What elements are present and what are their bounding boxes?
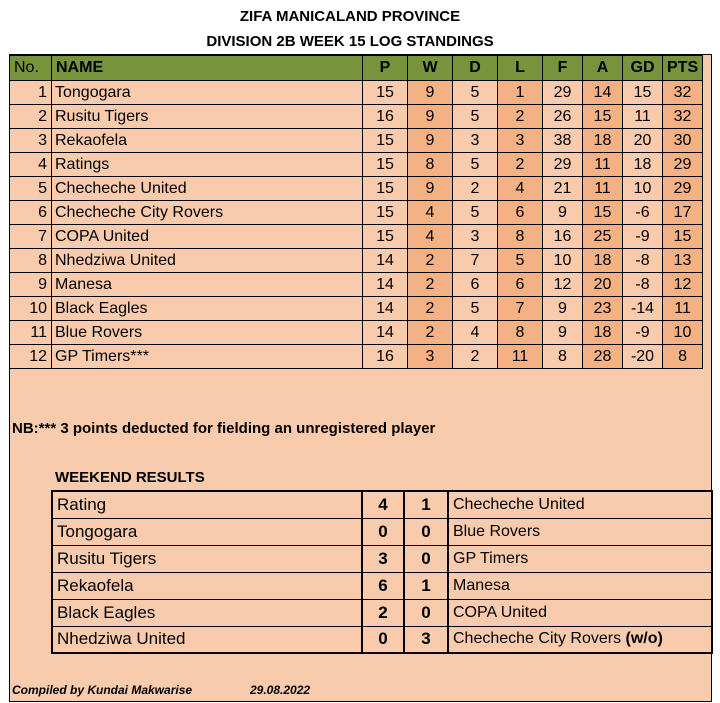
cell-goal-difference: -14 [623, 297, 663, 321]
home-team: Nhedziwa United [52, 626, 362, 653]
cell-lost: 6 [498, 273, 543, 297]
cell-points: 30 [663, 129, 703, 153]
cell-goal-difference: 20 [623, 129, 663, 153]
cell-name: Rusitu Tigers [52, 105, 363, 129]
cell-won: 9 [408, 129, 453, 153]
away-team: Checheche City Rovers [453, 630, 622, 648]
away-score: 1 [404, 491, 448, 518]
away-team-cell [448, 491, 712, 518]
cell-no: 6 [10, 201, 52, 225]
log-standings-table [9, 55, 703, 369]
cell-lost: 5 [498, 249, 543, 273]
cell-goal-difference: -9 [623, 225, 663, 249]
cell-points: 29 [663, 153, 703, 177]
cell-goal-difference: -8 [623, 273, 663, 297]
cell-points: 10 [663, 321, 703, 345]
cell-won: 2 [408, 273, 453, 297]
cell-for: 9 [543, 321, 583, 345]
cell-for: 16 [543, 225, 583, 249]
header-played: P [363, 56, 408, 81]
away-score: 0 [404, 518, 448, 545]
away-team-cell [448, 518, 712, 545]
cell-against: 18 [583, 249, 623, 273]
cell-won: 4 [408, 225, 453, 249]
cell-name: Checheche City Rovers [52, 201, 363, 225]
cell-points: 15 [663, 225, 703, 249]
cell-name: Blue Rovers [52, 321, 363, 345]
cell-points: 32 [663, 81, 703, 105]
cell-against: 20 [583, 273, 623, 297]
page-subtitle: DIVISION 2B WEEK 15 LOG STANDINGS [206, 33, 494, 50]
cell-won: 8 [408, 153, 453, 177]
cell-for: 29 [543, 153, 583, 177]
header-won: W [408, 56, 453, 81]
result-row [52, 599, 712, 626]
cell-played: 14 [363, 249, 408, 273]
away-team: Checheche United [453, 495, 585, 513]
cell-lost: 8 [498, 321, 543, 345]
cell-no: 9 [10, 273, 52, 297]
cell-lost: 2 [498, 105, 543, 129]
cell-name: Black Eagles [52, 297, 363, 321]
cell-played: 16 [363, 105, 408, 129]
home-score: 2 [362, 599, 404, 626]
cell-drawn: 6 [453, 273, 498, 297]
cell-for: 21 [543, 177, 583, 201]
header-for: F [543, 56, 583, 81]
table-row [10, 153, 703, 177]
cell-against: 23 [583, 297, 623, 321]
cell-points: 8 [663, 345, 703, 369]
header-drawn: D [453, 56, 498, 81]
away-team: COPA United [453, 603, 547, 621]
cell-points: 12 [663, 273, 703, 297]
cell-for: 9 [543, 297, 583, 321]
cell-lost: 3 [498, 129, 543, 153]
cell-played: 15 [363, 225, 408, 249]
cell-goal-difference: -6 [623, 201, 663, 225]
weekend-results-heading: WEEKEND RESULTS [55, 469, 205, 486]
cell-drawn: 5 [453, 297, 498, 321]
cell-drawn: 3 [453, 225, 498, 249]
header-points: PTS [663, 56, 703, 81]
cell-goal-difference: -20 [623, 345, 663, 369]
cell-drawn: 5 [453, 81, 498, 105]
cell-against: 15 [583, 201, 623, 225]
home-team: Rekaofela [52, 572, 362, 599]
away-team: Manesa [453, 576, 510, 594]
away-team-cell [448, 626, 712, 653]
table-row [10, 105, 703, 129]
cell-goal-difference: 11 [623, 105, 663, 129]
cell-name: Checheche United [52, 177, 363, 201]
cell-lost: 2 [498, 153, 543, 177]
away-score: 3 [404, 626, 448, 653]
cell-for: 12 [543, 273, 583, 297]
result-row [52, 518, 712, 545]
away-team-cell [448, 545, 712, 572]
away-team-cell [448, 572, 712, 599]
cell-drawn: 5 [453, 105, 498, 129]
weekend-results-table [51, 490, 713, 654]
result-row [52, 491, 712, 518]
away-team-cell [448, 599, 712, 626]
table-row [10, 321, 703, 345]
result-row [52, 545, 712, 572]
cell-played: 14 [363, 321, 408, 345]
table-row [10, 249, 703, 273]
home-score: 0 [362, 626, 404, 653]
cell-won: 9 [408, 81, 453, 105]
cell-no: 4 [10, 153, 52, 177]
home-team: Rusitu Tigers [52, 545, 362, 572]
cell-no: 12 [10, 345, 52, 369]
cell-points: 11 [663, 297, 703, 321]
cell-won: 9 [408, 177, 453, 201]
home-score: 6 [362, 572, 404, 599]
cell-against: 14 [583, 81, 623, 105]
away-team: Blue Rovers [453, 522, 541, 540]
home-team: Rating [52, 491, 362, 518]
cell-played: 15 [363, 201, 408, 225]
cell-name: Ratings [52, 153, 363, 177]
header-lost: L [498, 56, 543, 81]
header-name: NAME [52, 56, 363, 81]
cell-lost: 8 [498, 225, 543, 249]
cell-goal-difference: -9 [623, 321, 663, 345]
cell-drawn: 3 [453, 129, 498, 153]
cell-for: 8 [543, 345, 583, 369]
table-row [10, 81, 703, 105]
cell-name: Tongogara [52, 81, 363, 105]
away-team: GP Timers [453, 549, 529, 567]
cell-drawn: 4 [453, 321, 498, 345]
cell-played: 16 [363, 345, 408, 369]
cell-won: 2 [408, 249, 453, 273]
table-row [10, 129, 703, 153]
cell-drawn: 7 [453, 249, 498, 273]
cell-points: 17 [663, 201, 703, 225]
cell-won: 9 [408, 105, 453, 129]
cell-for: 9 [543, 201, 583, 225]
cell-no: 2 [10, 105, 52, 129]
cell-lost: 6 [498, 201, 543, 225]
cell-no: 1 [10, 81, 52, 105]
cell-name: COPA United [52, 225, 363, 249]
header-goal-difference: GD [623, 56, 663, 81]
cell-no: 5 [10, 177, 52, 201]
cell-for: 38 [543, 129, 583, 153]
points-deduction-note: NB:*** 3 points deducted for fielding an unregistered player [12, 420, 436, 437]
cell-against: 25 [583, 225, 623, 249]
result-row [52, 572, 712, 599]
cell-won: 2 [408, 321, 453, 345]
cell-goal-difference: -8 [623, 249, 663, 273]
away-score: 0 [404, 545, 448, 572]
home-score: 3 [362, 545, 404, 572]
cell-won: 2 [408, 297, 453, 321]
table-header-row [10, 56, 703, 81]
table-row [10, 201, 703, 225]
cell-for: 29 [543, 81, 583, 105]
cell-name: Manesa [52, 273, 363, 297]
cell-won: 4 [408, 201, 453, 225]
cell-for: 26 [543, 105, 583, 129]
cell-against: 28 [583, 345, 623, 369]
cell-no: 3 [10, 129, 52, 153]
cell-no: 8 [10, 249, 52, 273]
cell-played: 14 [363, 273, 408, 297]
cell-no: 7 [10, 225, 52, 249]
cell-played: 14 [363, 297, 408, 321]
cell-goal-difference: 15 [623, 81, 663, 105]
home-score: 4 [362, 491, 404, 518]
cell-against: 18 [583, 321, 623, 345]
home-team: Black Eagles [52, 599, 362, 626]
cell-drawn: 2 [453, 177, 498, 201]
cell-points: 13 [663, 249, 703, 273]
cell-against: 11 [583, 177, 623, 201]
cell-against: 11 [583, 153, 623, 177]
cell-played: 15 [363, 129, 408, 153]
cell-lost: 1 [498, 81, 543, 105]
table-row [10, 273, 703, 297]
cell-goal-difference: 10 [623, 177, 663, 201]
result-row [52, 626, 712, 653]
table-row [10, 345, 703, 369]
header-no: No. [10, 56, 52, 81]
compiled-date: 29.08.2022 [250, 683, 311, 697]
cell-goal-difference: 18 [623, 153, 663, 177]
cell-points: 29 [663, 177, 703, 201]
compiled-by: Compiled by Kundai Makwarise [12, 683, 193, 697]
home-team: Tongogara [52, 518, 362, 545]
table-row [10, 297, 703, 321]
away-score: 0 [404, 599, 448, 626]
cell-name: GP Timers*** [52, 345, 363, 369]
cell-against: 15 [583, 105, 623, 129]
cell-played: 15 [363, 153, 408, 177]
cell-drawn: 5 [453, 201, 498, 225]
cell-points: 32 [663, 105, 703, 129]
cell-lost: 7 [498, 297, 543, 321]
cell-lost: 11 [498, 345, 543, 369]
cell-name: Rekaofela [52, 129, 363, 153]
cell-no: 10 [10, 297, 52, 321]
cell-drawn: 2 [453, 345, 498, 369]
away-score: 1 [404, 572, 448, 599]
cell-drawn: 5 [453, 153, 498, 177]
cell-name: Nhedziwa United [52, 249, 363, 273]
cell-lost: 4 [498, 177, 543, 201]
home-score: 0 [362, 518, 404, 545]
page-title: ZIFA MANICALAND PROVINCE [239, 8, 461, 25]
table-row [10, 177, 703, 201]
cell-no: 11 [10, 321, 52, 345]
header-against: A [583, 56, 623, 81]
walkover-marker: (w/o) [625, 630, 663, 648]
cell-won: 3 [408, 345, 453, 369]
cell-played: 15 [363, 81, 408, 105]
cell-against: 18 [583, 129, 623, 153]
cell-played: 15 [363, 177, 408, 201]
cell-for: 10 [543, 249, 583, 273]
table-row [10, 225, 703, 249]
